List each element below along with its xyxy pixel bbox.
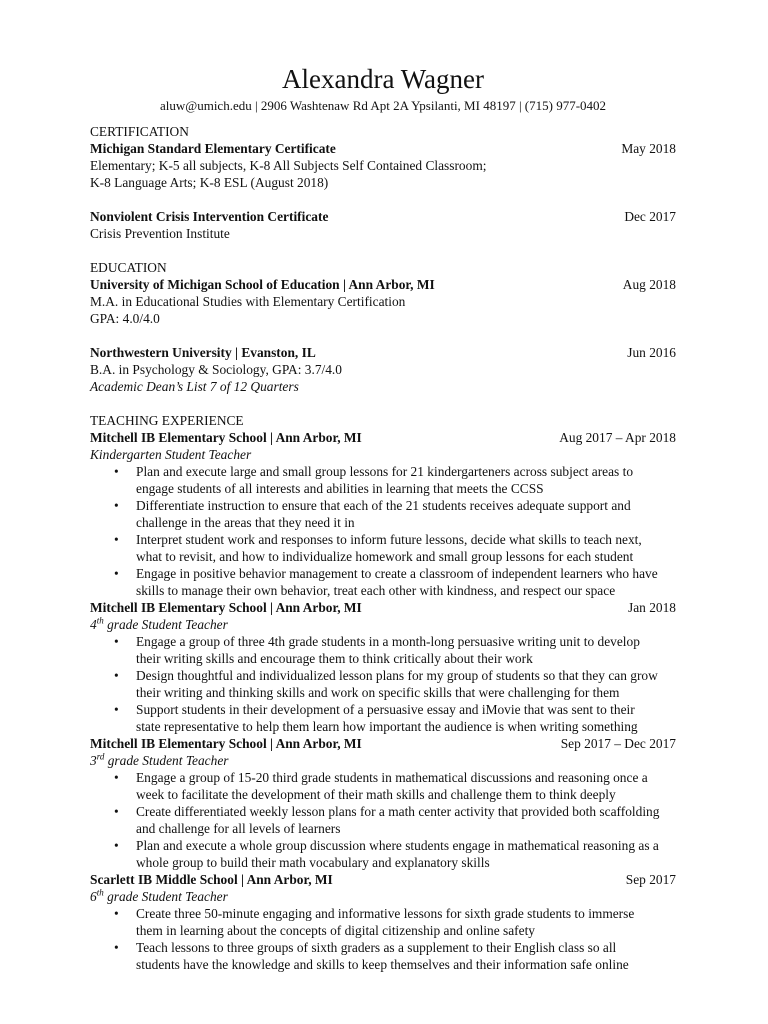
certification-entry [90, 208, 676, 242]
candidate-name: Alexandra Wagner [282, 64, 484, 94]
entry-header [90, 429, 676, 446]
entry-org: Northwestern University | Evanston, IL [90, 345, 316, 360]
bullet-item: • Interpret student work and responses to inform future lessons, decide what skills to teach next, what to revisit, and how to individualize homework and small group lessons for each student [136, 531, 676, 565]
experience-entry [90, 871, 676, 973]
section-title-education: EDUCATION [90, 260, 167, 275]
bullet-item: • Differentiate instruction to ensure that each of the 21 students receives adequate support and challenge in the areas that they need it in [136, 497, 676, 531]
experience-section [90, 412, 676, 973]
entry-role: Kindergarten Student Teacher [90, 447, 252, 462]
entry-line: Elementary; K-5 all subjects, K-8 All Subjects Self Contained Classroom; [90, 158, 487, 173]
experience-entry [90, 735, 676, 871]
entry-date: Jan 2018 [628, 600, 676, 615]
entry-org: University of Michigan School of Education | Ann Arbor, MI [90, 277, 435, 292]
entry-header [90, 344, 676, 361]
entry-date: May 2018 [621, 141, 676, 156]
entry-header [90, 276, 676, 293]
bullet-item: • Create three 50-minute engaging and informative lessons for sixth grade students to immerse them in learning about the concepts of digital citizenship and online safety [136, 905, 676, 939]
section-title-experience: TEACHING EXPERIENCE [90, 413, 244, 428]
entry-date: Sep 2017 [625, 872, 676, 887]
entry-role: 4th grade Student Teacher [90, 615, 228, 632]
entry-header [90, 140, 676, 157]
bullet-item: • Plan and execute a whole group discussion where students engage in mathematical reasoning as a whole group to build their math vocabulary and explanatory skills [136, 837, 676, 871]
entry-date: Aug 2018 [622, 277, 676, 292]
entry-header [90, 871, 676, 888]
bullet-list [90, 633, 676, 735]
entry-org: Nonviolent Crisis Intervention Certificate [90, 209, 329, 224]
education-entry [90, 276, 676, 327]
entry-date: Jun 2016 [627, 345, 676, 360]
entry-line: B.A. in Psychology & Sociology, GPA: 3.7/4.0 [90, 362, 342, 377]
entry-line: Crisis Prevention Institute [90, 226, 230, 241]
certification-section [90, 123, 676, 242]
entry-org: Scarlett IB Middle School | Ann Arbor, MI [90, 872, 333, 887]
entry-date: Dec 2017 [624, 209, 676, 224]
experience-entry [90, 429, 676, 599]
entry-date: Aug 2017 – Apr 2018 [559, 430, 676, 445]
experience-entry [90, 599, 676, 735]
bullet-list [90, 463, 676, 599]
entry-line: M.A. in Educational Studies with Elementary Certification [90, 294, 406, 309]
bullet-item: • Engage in positive behavior management to create a classroom of independent learners who have skills to manage their own behavior, treat each other with kindness, and respect our space [136, 565, 676, 599]
entry-org: Mitchell IB Elementary School | Ann Arbor, MI [90, 736, 362, 751]
bullet-item: • Plan and execute large and small group lessons for 21 kindergarteners across subject areas to engage students of all interests and abilities in learning that meets the CCSS [136, 463, 676, 497]
entry-line: K-8 Language Arts; K-8 ESL (August 2018) [90, 175, 329, 190]
entry-header [90, 599, 676, 616]
contact-line: aluw@umich.edu | 2906 Washtenaw Rd Apt 2A Ypsilanti, MI 48197 | (715) 977-0402 [159, 98, 607, 113]
entry-org: Mitchell IB Elementary School | Ann Arbor, MI [90, 600, 362, 615]
section-title-certification: CERTIFICATION [90, 124, 189, 139]
entry-header [90, 735, 676, 752]
entry-role: 6th grade Student Teacher [90, 887, 228, 904]
certification-entry [90, 140, 676, 191]
education-entry [90, 344, 676, 395]
bullet-item: • Create differentiated weekly lesson plans for a math center activity that provided both scaffolding and challenge for all levels of learners [136, 803, 676, 837]
bullet-item: • Teach lessons to three groups of sixth graders as a supplement to their English class so all students have the knowledge and skills to keep themselves and their information safe online [136, 939, 676, 973]
entry-org: Michigan Standard Elementary Certificate [90, 141, 336, 156]
entry-org: Mitchell IB Elementary School | Ann Arbor, MI [90, 430, 362, 445]
bullet-list [90, 905, 676, 973]
bullet-item: • Design thoughtful and individualized lesson plans for my group of students so that they can grow their writing and thinking skills and work on specific skills that were challenging for them [136, 667, 676, 701]
entry-date: Sep 2017 – Dec 2017 [560, 736, 676, 751]
entry-header [90, 208, 676, 225]
bullet-list [90, 769, 676, 871]
bullet-item: • Engage a group of three 4th grade students in a month-long persuasive writing unit to develop their writing skills and encourage them to think critically about their work [136, 633, 676, 667]
entry-honor: Academic Dean’s List 7 of 12 Quarters [90, 379, 299, 394]
entry-role: 3rd grade Student Teacher [90, 751, 229, 768]
entry-line: GPA: 4.0/4.0 [90, 311, 160, 326]
education-section [90, 259, 676, 395]
bullet-item: • Support students in their development of a persuasive essay and iMovie that was sent to their state representative to help them learn how important the audience is when writing something [136, 701, 676, 735]
bullet-item: • Engage a group of 15-20 third grade students in mathematical discussions and reasoning once a week to facilitate the development of their math skills and challenge them to think deeply [136, 769, 676, 803]
